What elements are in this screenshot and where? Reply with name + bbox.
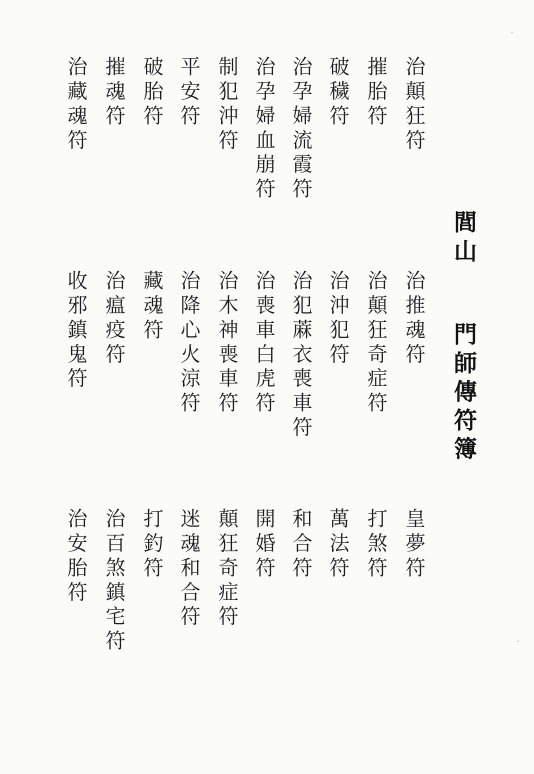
talisman-entry: 破穢符 <box>326 56 350 130</box>
talisman-entry: 治孕婦血崩符 <box>252 56 276 203</box>
talisman-entry: 治孕婦流霞符 <box>289 56 313 203</box>
talisman-entry: 迷魂和合符 <box>177 508 201 630</box>
talisman-entry: 打釣符 <box>140 508 164 582</box>
talisman-entry: 治降心火涼符 <box>177 270 201 417</box>
book-title-part2: 門師傳符簿 <box>450 322 477 465</box>
talisman-entry: 治百煞鎮宅符 <box>102 508 126 655</box>
talisman-entry: 和合符 <box>289 508 313 582</box>
talisman-entry: 皇夢符 <box>402 508 426 582</box>
talisman-entry: 治瘟疫符 <box>102 270 126 368</box>
talisman-entry: 治安胎符 <box>64 508 88 606</box>
book-title-part1: 閭山 <box>450 210 477 268</box>
talisman-entry: 開婚符 <box>252 508 276 582</box>
talisman-entry: 治木神喪車符 <box>215 270 239 417</box>
talisman-entry: 治藏魂符 <box>64 56 88 154</box>
talisman-entry: 治沖犯符 <box>326 270 350 368</box>
scan-speck <box>511 32 513 34</box>
talisman-entry: 制犯沖符 <box>215 56 239 154</box>
talisman-entry: 治顛狂符 <box>402 56 426 154</box>
talisman-entry: 治推魂符 <box>402 270 426 368</box>
talisman-entry: 收邪鎮鬼符 <box>64 270 88 392</box>
talisman-entry: 顛狂奇症符 <box>215 508 239 630</box>
talisman-entry: 治犯蔴衣喪車符 <box>289 270 313 441</box>
talisman-entry: 治顛狂奇症符 <box>364 270 388 417</box>
talisman-entry: 打煞符 <box>364 508 388 582</box>
talisman-entry: 萬法符 <box>326 508 350 582</box>
talisman-entry: 治喪車白虎符 <box>252 270 276 417</box>
talisman-entry: 藏魂符 <box>140 270 164 344</box>
talisman-entry: 摧胎符 <box>364 56 388 130</box>
talisman-entry: 破胎符 <box>140 56 164 130</box>
scan-speck <box>517 640 519 642</box>
talisman-entry: 摧魂符 <box>102 56 126 130</box>
talisman-entry: 平安符 <box>177 56 201 130</box>
